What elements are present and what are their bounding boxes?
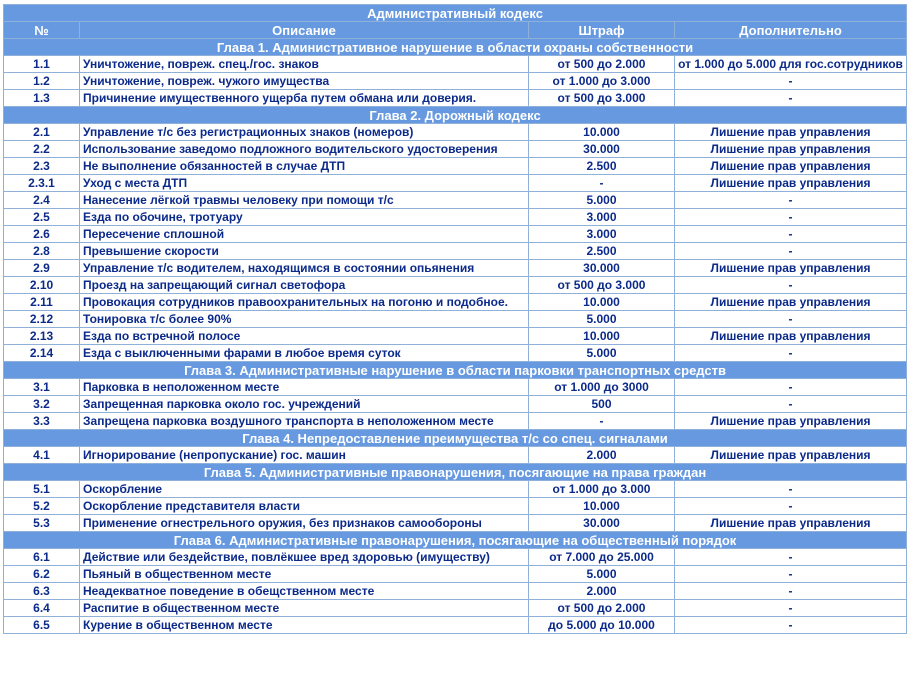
- description-cell: Езда по встречной полосе: [80, 328, 529, 345]
- article-number-cell: 2.4: [4, 192, 80, 209]
- description-cell: Курение в общественном месте: [80, 617, 529, 634]
- chapter-title: Глава 3. Административные нарушение в области парковки транспортных средств: [4, 362, 907, 379]
- table-body: [4, 39, 907, 634]
- article-number-cell: 2.8: [4, 243, 80, 260]
- table-row: [4, 328, 907, 345]
- table-row: [4, 243, 907, 260]
- extra-penalty-cell: -: [675, 396, 907, 413]
- description-cell: Езда с выключенными фарами в любое время суток: [80, 345, 529, 362]
- description-cell: Провокация сотрудников правоохранительных на погоню и подобное.: [80, 294, 529, 311]
- chapter-header-row: [4, 532, 907, 549]
- fine-cell: 10.000: [529, 328, 675, 345]
- description-cell: Уничтожение, повреж. спец./гос. знаков: [80, 56, 529, 73]
- extra-penalty-cell: -: [675, 481, 907, 498]
- fine-cell: 5.000: [529, 192, 675, 209]
- chapter-title: Глава 6. Административные правонарушения, посягающие на общественный порядок: [4, 532, 907, 549]
- fine-cell: 2.500: [529, 243, 675, 260]
- article-number-cell: 6.2: [4, 566, 80, 583]
- fine-cell: до 5.000 до 10.000: [529, 617, 675, 634]
- fine-cell: от 1.000 до 3000: [529, 379, 675, 396]
- table-row: [4, 413, 907, 430]
- description-cell: Использование заведомо подложного водительского удостоверения: [80, 141, 529, 158]
- column-header-row: [4, 22, 907, 39]
- fine-cell: 5.000: [529, 566, 675, 583]
- article-number-cell: 6.4: [4, 600, 80, 617]
- article-number-cell: 5.3: [4, 515, 80, 532]
- admin-code-table: [3, 4, 907, 634]
- article-number-cell: 3.1: [4, 379, 80, 396]
- chapter-header-row: [4, 107, 907, 124]
- fine-cell: 2.000: [529, 447, 675, 464]
- description-cell: Оскорбление: [80, 481, 529, 498]
- fine-cell: 30.000: [529, 141, 675, 158]
- chapter-header-row: [4, 39, 907, 56]
- extra-penalty-cell: -: [675, 90, 907, 107]
- extra-penalty-cell: -: [675, 311, 907, 328]
- article-number-cell: 3.3: [4, 413, 80, 430]
- description-cell: Запрещенная парковка около гос. учреждений: [80, 396, 529, 413]
- description-cell: Игнорирование (непропускание) гос. машин: [80, 447, 529, 464]
- table-row: [4, 481, 907, 498]
- article-number-cell: 6.1: [4, 549, 80, 566]
- description-cell: Проезд на запрещающий сигнал светофора: [80, 277, 529, 294]
- description-cell: Нанесение лёгкой травмы человеку при помощи т/с: [80, 192, 529, 209]
- fine-cell: 3.000: [529, 209, 675, 226]
- article-number-cell: 1.2: [4, 73, 80, 90]
- article-number-cell: 2.9: [4, 260, 80, 277]
- extra-penalty-cell: -: [675, 73, 907, 90]
- fine-cell: от 500 до 2.000: [529, 56, 675, 73]
- extra-penalty-cell: -: [675, 209, 907, 226]
- fine-cell: 5.000: [529, 345, 675, 362]
- extra-penalty-cell: Лишение прав управления: [675, 328, 907, 345]
- extra-penalty-cell: Лишение прав управления: [675, 447, 907, 464]
- fine-cell: 2.000: [529, 583, 675, 600]
- description-cell: Причинение имущественного ущерба путем обмана или доверия.: [80, 90, 529, 107]
- extra-penalty-cell: Лишение прав управления: [675, 158, 907, 175]
- article-number-cell: 2.14: [4, 345, 80, 362]
- fine-cell: -: [529, 413, 675, 430]
- table-row: [4, 192, 907, 209]
- description-cell: Оскорбление представителя власти: [80, 498, 529, 515]
- chapter-title: Глава 2. Дорожный кодекс: [4, 107, 907, 124]
- description-cell: Уход с места ДТП: [80, 175, 529, 192]
- description-cell: Не выполнение обязанностей в случае ДТП: [80, 158, 529, 175]
- table-row: [4, 294, 907, 311]
- article-number-cell: 5.1: [4, 481, 80, 498]
- article-number-cell: 4.1: [4, 447, 80, 464]
- fine-cell: 500: [529, 396, 675, 413]
- article-number-cell: 2.12: [4, 311, 80, 328]
- extra-penalty-cell: Лишение прав управления: [675, 260, 907, 277]
- extra-penalty-cell: Лишение прав управления: [675, 141, 907, 158]
- table-row: [4, 379, 907, 396]
- chapter-title: Глава 4. Непредоставление преимущества т/с со спец. сигналами: [4, 430, 907, 447]
- description-cell: Применение огнестрельного оружия, без признаков самообороны: [80, 515, 529, 532]
- table-row: [4, 226, 907, 243]
- fine-cell: 5.000: [529, 311, 675, 328]
- column-header-extra: Дополнительно: [675, 22, 907, 39]
- fine-cell: 2.500: [529, 158, 675, 175]
- article-number-cell: 2.13: [4, 328, 80, 345]
- column-header-fine: Штраф: [529, 22, 675, 39]
- article-number-cell: 1.1: [4, 56, 80, 73]
- description-cell: Запрещена парковка воздушного транспорта в неположенном месте: [80, 413, 529, 430]
- extra-penalty-cell: -: [675, 192, 907, 209]
- table-row: [4, 549, 907, 566]
- article-number-cell: 6.5: [4, 617, 80, 634]
- extra-penalty-cell: -: [675, 379, 907, 396]
- description-cell: Уничтожение, повреж. чужого имущества: [80, 73, 529, 90]
- table-row: [4, 600, 907, 617]
- fine-cell: 30.000: [529, 515, 675, 532]
- table-row: [4, 566, 907, 583]
- table-row: [4, 447, 907, 464]
- fine-cell: 10.000: [529, 294, 675, 311]
- table-row: [4, 56, 907, 73]
- description-cell: Распитие в общественном месте: [80, 600, 529, 617]
- article-number-cell: 5.2: [4, 498, 80, 515]
- chapter-title: Глава 5. Административные правонарушения, посягающие на права граждан: [4, 464, 907, 481]
- fine-cell: от 1.000 до 3.000: [529, 73, 675, 90]
- table-row: [4, 498, 907, 515]
- description-cell: Управление т/с водителем, находящимся в состоянии опьянения: [80, 260, 529, 277]
- extra-penalty-cell: Лишение прав управления: [675, 294, 907, 311]
- extra-penalty-cell: Лишение прав управления: [675, 413, 907, 430]
- description-cell: Действие или бездействие, повлёкшее вред здоровью (имуществу): [80, 549, 529, 566]
- extra-penalty-cell: -: [675, 277, 907, 294]
- article-number-cell: 2.10: [4, 277, 80, 294]
- column-header-no: №: [4, 22, 80, 39]
- description-cell: Тонировка т/с более 90%: [80, 311, 529, 328]
- extra-penalty-cell: -: [675, 583, 907, 600]
- extra-penalty-cell: Лишение прав управления: [675, 124, 907, 141]
- article-number-cell: 2.3: [4, 158, 80, 175]
- extra-penalty-cell: Лишение прав управления: [675, 175, 907, 192]
- description-cell: Превышение скорости: [80, 243, 529, 260]
- table-row: [4, 515, 907, 532]
- table-row: [4, 583, 907, 600]
- description-cell: Управление т/с без регистрационных знаков (номеров): [80, 124, 529, 141]
- extra-penalty-cell: -: [675, 498, 907, 515]
- table-title: Административный кодекс: [4, 5, 907, 22]
- extra-penalty-cell: -: [675, 600, 907, 617]
- extra-penalty-cell: -: [675, 566, 907, 583]
- extra-penalty-cell: -: [675, 617, 907, 634]
- description-cell: Пьяный в общественном месте: [80, 566, 529, 583]
- fine-cell: от 1.000 до 3.000: [529, 481, 675, 498]
- fine-cell: от 500 до 2.000: [529, 600, 675, 617]
- table-row: [4, 396, 907, 413]
- article-number-cell: 3.2: [4, 396, 80, 413]
- chapter-title: Глава 1. Административное нарушение в области охраны собственности: [4, 39, 907, 56]
- fine-cell: 3.000: [529, 226, 675, 243]
- table-row: [4, 260, 907, 277]
- table-row: [4, 311, 907, 328]
- table-row: [4, 175, 907, 192]
- table-row: [4, 90, 907, 107]
- extra-penalty-cell: -: [675, 549, 907, 566]
- fine-cell: 10.000: [529, 498, 675, 515]
- extra-penalty-cell: Лишение прав управления: [675, 515, 907, 532]
- table-row: [4, 73, 907, 90]
- fine-cell: от 7.000 до 25.000: [529, 549, 675, 566]
- table-row: [4, 141, 907, 158]
- fine-cell: от 500 до 3.000: [529, 90, 675, 107]
- article-number-cell: 2.2: [4, 141, 80, 158]
- table-row: [4, 158, 907, 175]
- table-row: [4, 209, 907, 226]
- article-number-cell: 2.5: [4, 209, 80, 226]
- fine-cell: 10.000: [529, 124, 675, 141]
- fine-cell: 30.000: [529, 260, 675, 277]
- table-title-row: [4, 5, 907, 22]
- article-number-cell: 1.3: [4, 90, 80, 107]
- extra-penalty-cell: от 1.000 до 5.000 для гос.сотрудников: [675, 56, 907, 73]
- extra-penalty-cell: -: [675, 226, 907, 243]
- fine-cell: -: [529, 175, 675, 192]
- extra-penalty-cell: -: [675, 243, 907, 260]
- chapter-header-row: [4, 464, 907, 481]
- fine-cell: от 500 до 3.000: [529, 277, 675, 294]
- article-number-cell: 2.1: [4, 124, 80, 141]
- chapter-header-row: [4, 362, 907, 379]
- description-cell: Езда по обочине, тротуару: [80, 209, 529, 226]
- article-number-cell: 2.6: [4, 226, 80, 243]
- table-row: [4, 617, 907, 634]
- extra-penalty-cell: -: [675, 345, 907, 362]
- article-number-cell: 2.11: [4, 294, 80, 311]
- table-row: [4, 277, 907, 294]
- description-cell: Пересечение сплошной: [80, 226, 529, 243]
- table-row: [4, 345, 907, 362]
- article-number-cell: 6.3: [4, 583, 80, 600]
- description-cell: Неадекватное поведение в обещственном месте: [80, 583, 529, 600]
- table-row: [4, 124, 907, 141]
- column-header-description: Описание: [80, 22, 529, 39]
- chapter-header-row: [4, 430, 907, 447]
- description-cell: Парковка в неположенном месте: [80, 379, 529, 396]
- article-number-cell: 2.3.1: [4, 175, 80, 192]
